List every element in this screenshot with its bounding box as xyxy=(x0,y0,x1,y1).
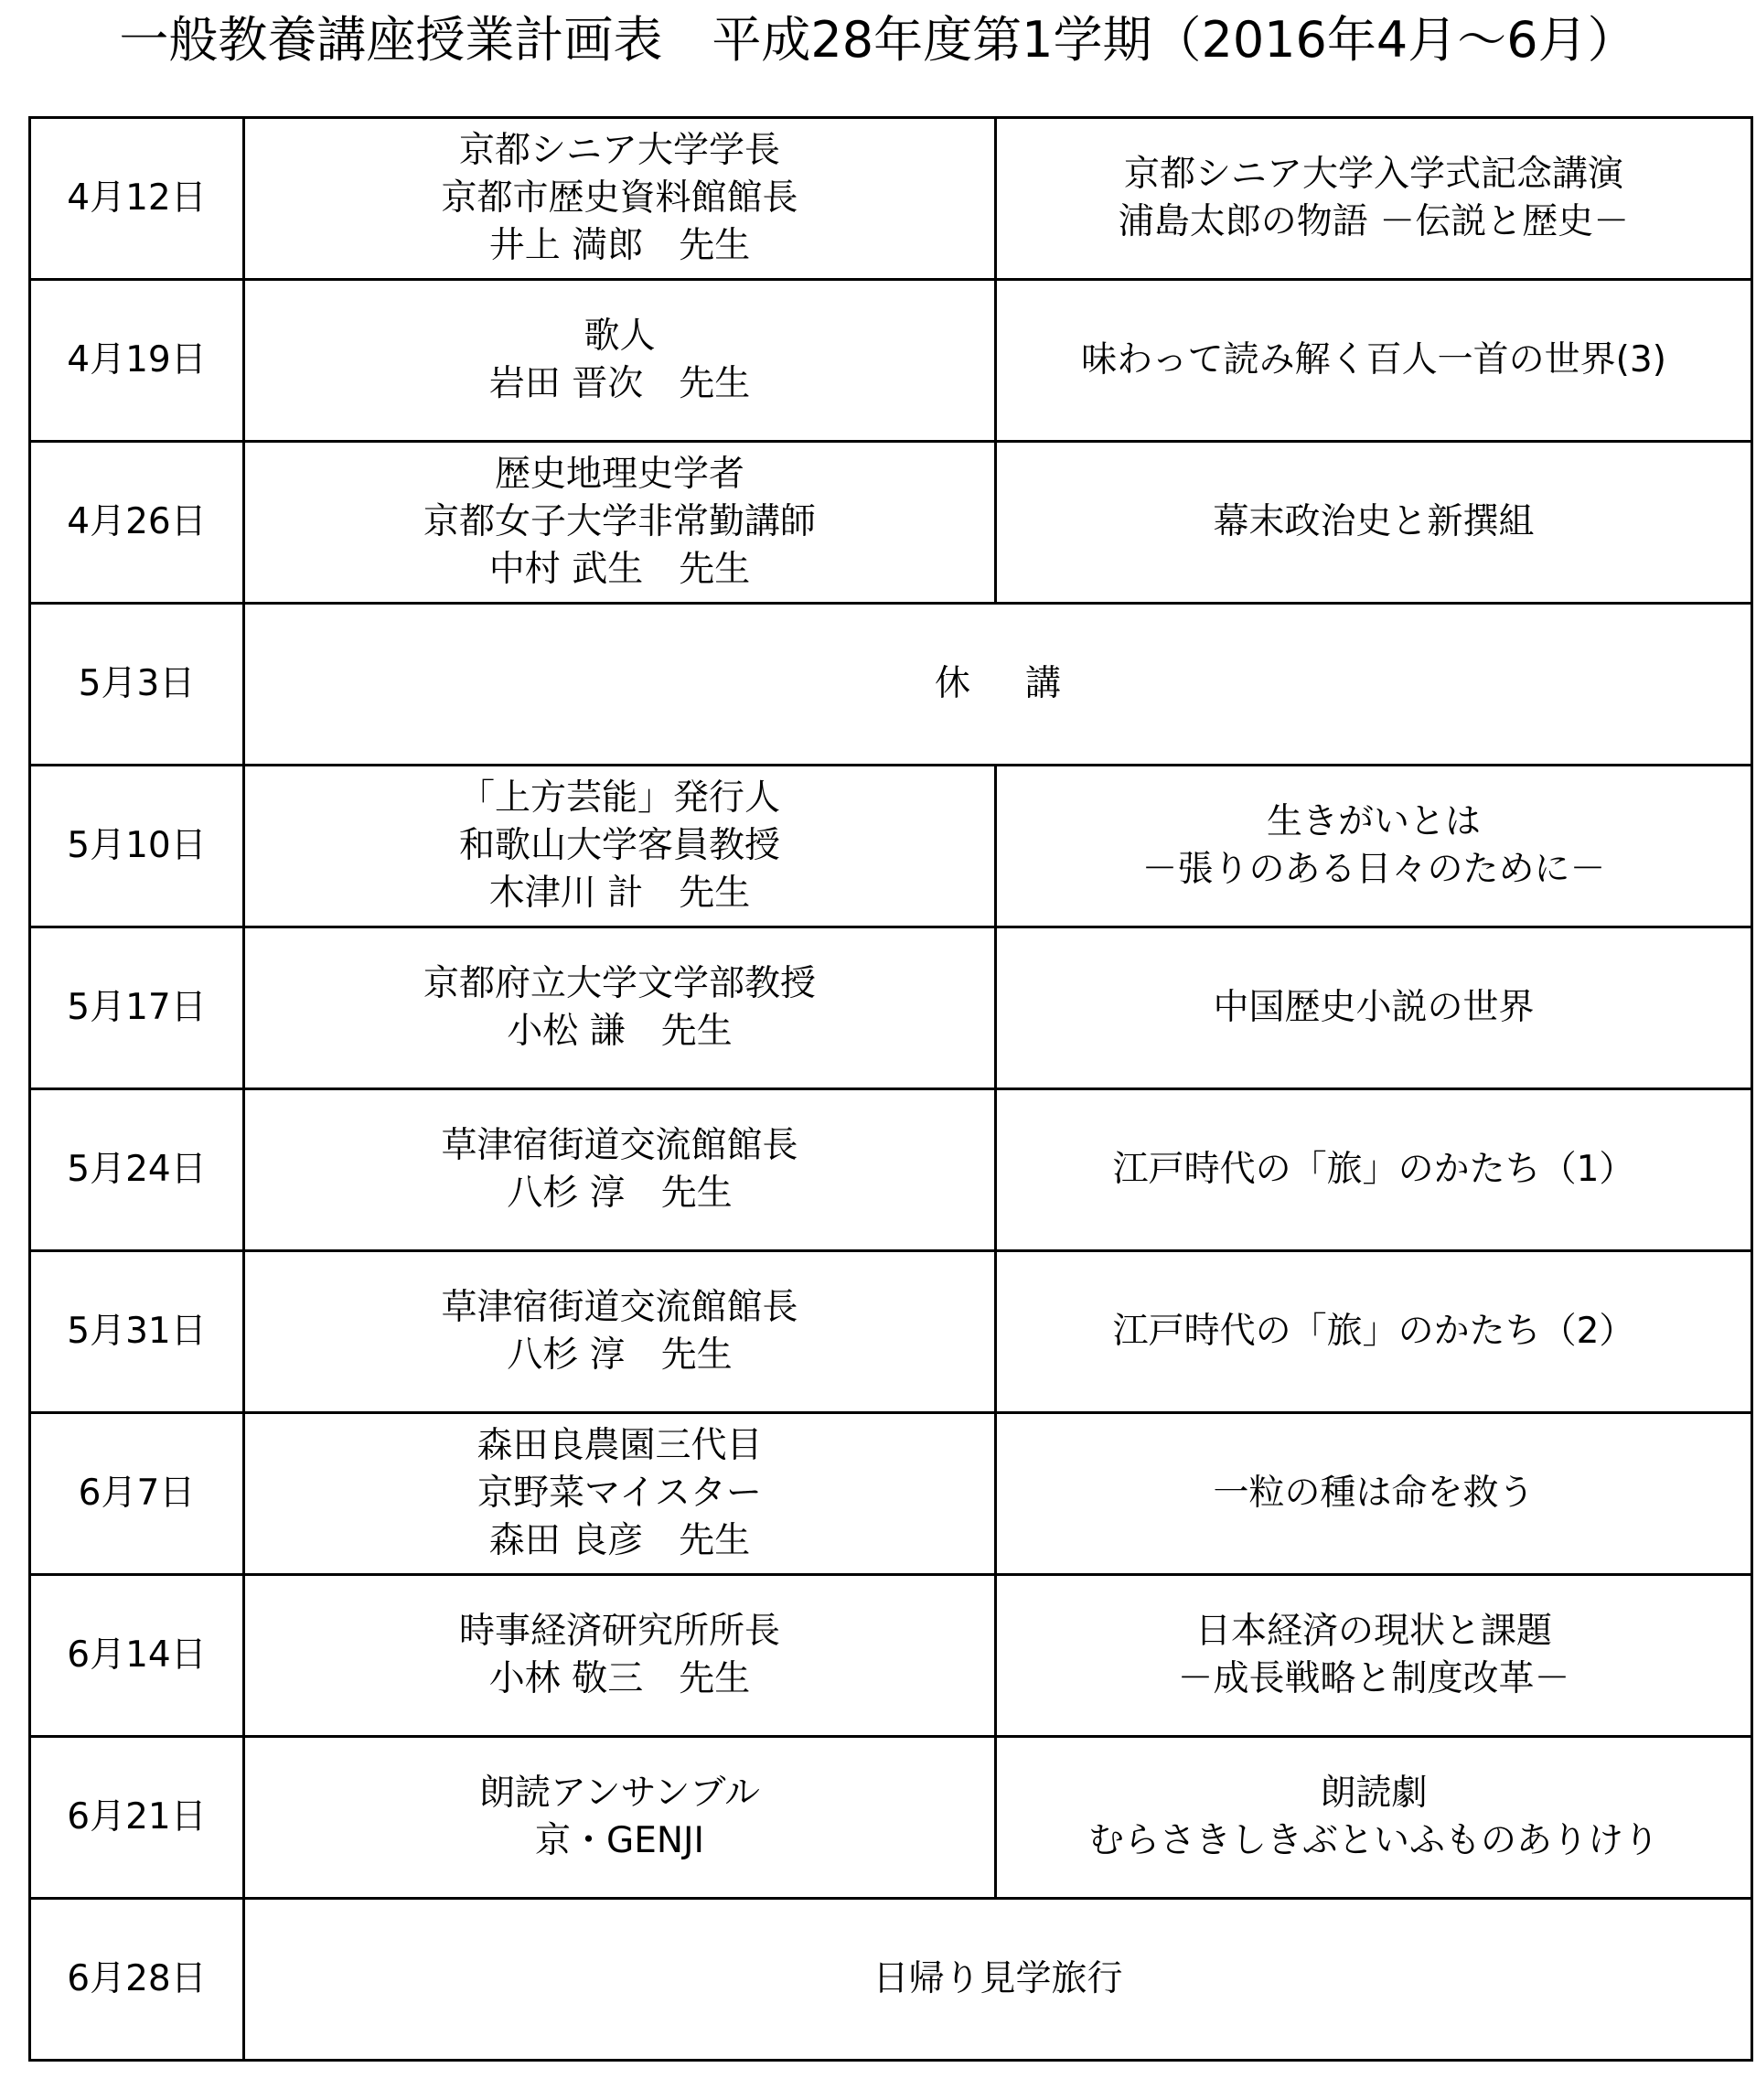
topic-line: 中国歴史小説の世界 xyxy=(1213,987,1535,1028)
date-cell: 5月24日 xyxy=(30,1089,244,1251)
lecturer-cell xyxy=(244,1737,996,1899)
table-row xyxy=(30,442,1752,604)
date-cell: 6月21日 xyxy=(30,1737,244,1899)
date-cell: 5月3日 xyxy=(30,604,244,766)
lecturer-line: 京都市歴史資料館館長 xyxy=(441,177,798,219)
lecturer-line: 森田良農園三代目 xyxy=(476,1425,763,1466)
lecturer-line: 岩田 晋次 先生 xyxy=(488,363,751,404)
lecturer-line: 草津宿街道交流館館長 xyxy=(441,1125,798,1166)
lecturer-cell xyxy=(244,1575,996,1737)
date-cell: 5月17日 xyxy=(30,927,244,1089)
schedule-body xyxy=(30,118,1752,2061)
table-row xyxy=(30,280,1752,442)
topic-cell xyxy=(996,1575,1752,1737)
lecturer-line: 中村 武生 先生 xyxy=(488,549,751,590)
lecturer-line: 京都シニア大学学長 xyxy=(458,130,780,171)
lecturer-cell xyxy=(244,1413,996,1575)
topic-line: 朗読劇 xyxy=(1320,1773,1428,1814)
topic-cell xyxy=(996,1251,1752,1413)
event-cell xyxy=(244,1899,1752,2061)
table-row xyxy=(30,927,1752,1089)
lecturer-line: 京都府立大学文学部教授 xyxy=(423,963,816,1004)
topic-line: －成長戦略と制度改革－ xyxy=(1177,1658,1570,1699)
event-text: 休講 xyxy=(934,663,1116,704)
date-cell: 5月31日 xyxy=(30,1251,244,1413)
topic-cell xyxy=(996,442,1752,604)
topic-line: 味わって読み解く百人一首の世界(3) xyxy=(1081,339,1666,380)
topic-cell xyxy=(996,766,1752,927)
lecturer-line: 草津宿街道交流館館長 xyxy=(441,1287,798,1328)
lecturer-cell xyxy=(244,766,996,927)
lecturer-line: 小松 謙 先生 xyxy=(507,1011,733,1052)
date-cell: 6月28日 xyxy=(30,1899,244,2061)
lecturer-cell xyxy=(244,1089,996,1251)
lecturer-line: 井上 満郎 先生 xyxy=(488,225,751,266)
lecturer-cell xyxy=(244,442,996,604)
topic-line: 日本経済の現状と課題 xyxy=(1194,1611,1552,1652)
date-cell: 4月12日 xyxy=(30,118,244,280)
date-cell: 4月26日 xyxy=(30,442,244,604)
topic-cell xyxy=(996,927,1752,1089)
topic-line: 一粒の種は命を救う xyxy=(1213,1473,1535,1514)
topic-cell xyxy=(996,118,1752,280)
topic-line: 生きがいとは xyxy=(1266,801,1481,842)
lecturer-line: 朗読アンサンブル xyxy=(479,1773,760,1814)
lecturer-line: 京・GENJI xyxy=(534,1820,705,1861)
table-row xyxy=(30,1575,1752,1737)
lecturer-cell xyxy=(244,1251,996,1413)
date-cell: 4月19日 xyxy=(30,280,244,442)
event-text: 日帰り見学旅行 xyxy=(873,1958,1123,1999)
lecturer-line: 八杉 淳 先生 xyxy=(507,1173,733,1214)
table-row xyxy=(30,604,1752,766)
table-row xyxy=(30,1899,1752,2061)
topic-line: むらさきしきぶといふものありけり xyxy=(1087,1820,1659,1861)
lecturer-line: 歌人 xyxy=(584,316,656,357)
topic-cell xyxy=(996,1089,1752,1251)
topic-line: 江戸時代の「旅」のかたち（1） xyxy=(1112,1149,1635,1190)
table-row xyxy=(30,1251,1752,1413)
lecturer-line: 小林 敬三 先生 xyxy=(488,1658,751,1699)
schedule-table xyxy=(28,116,1753,2062)
date-cell: 6月14日 xyxy=(30,1575,244,1737)
date-cell: 5月10日 xyxy=(30,766,244,927)
event-cell xyxy=(244,604,1752,766)
topic-line: 幕末政治史と新撰組 xyxy=(1213,501,1535,542)
lecturer-line: 時事経済研究所所長 xyxy=(458,1611,780,1652)
topic-line: 京都シニア大学入学式記念講演 xyxy=(1123,154,1623,195)
lecturer-line: 京都女子大学非常勤講師 xyxy=(423,501,816,542)
lecturer-cell xyxy=(244,280,996,442)
lecturer-line: 京野菜マイスター xyxy=(477,1473,762,1514)
topic-cell xyxy=(996,1413,1752,1575)
lecturer-line: 八杉 淳 先生 xyxy=(507,1334,733,1376)
table-row xyxy=(30,1413,1752,1575)
lecturer-line: 歴史地理史学者 xyxy=(494,454,744,495)
lecturer-line: 「上方芸能」発行人 xyxy=(458,777,780,819)
topic-cell xyxy=(996,280,1752,442)
page-title: 一般教養講座授業計画表 平成28年度第1学期（2016年4月～6月） xyxy=(119,11,1637,69)
lecturer-cell xyxy=(244,927,996,1089)
lecturer-line: 森田 良彦 先生 xyxy=(488,1520,751,1561)
topic-cell xyxy=(996,1737,1752,1899)
topic-line: －張りのある日々のために－ xyxy=(1141,849,1606,890)
topic-line: 浦島太郎の物語 －伝説と歴史－ xyxy=(1118,201,1630,242)
topic-line: 江戸時代の「旅」のかたち（2） xyxy=(1112,1311,1635,1352)
table-row xyxy=(30,1089,1752,1251)
table-row xyxy=(30,118,1752,280)
lecturer-line: 和歌山大学客員教授 xyxy=(458,825,780,866)
table-row xyxy=(30,766,1752,927)
table-row xyxy=(30,1737,1752,1899)
lecturer-line: 木津川 計 先生 xyxy=(488,873,751,914)
date-cell: 6月7日 xyxy=(30,1413,244,1575)
lecturer-cell xyxy=(244,118,996,280)
